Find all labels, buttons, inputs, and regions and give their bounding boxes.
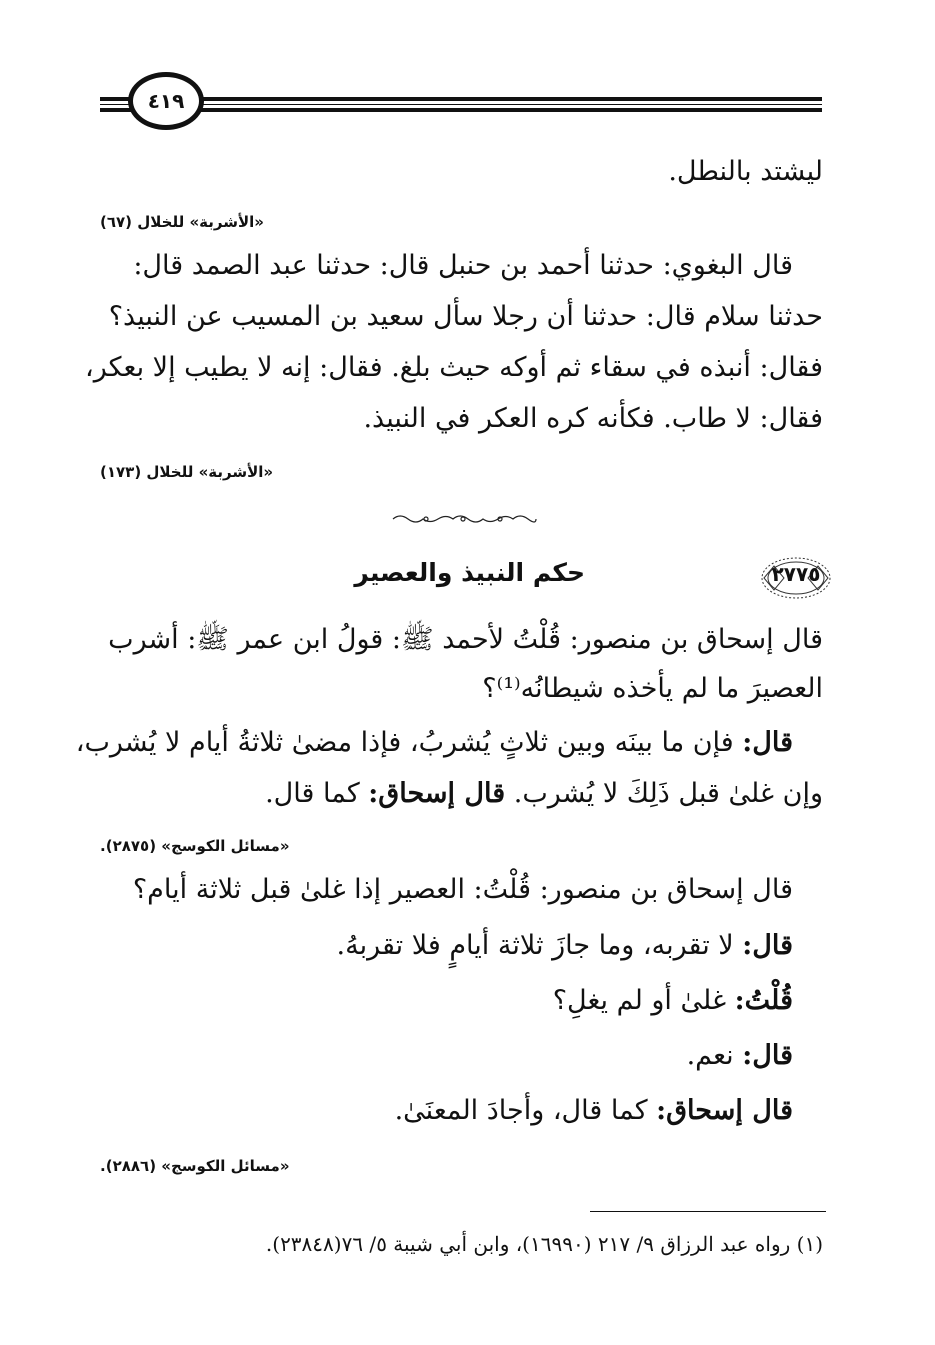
header-rule-top — [100, 97, 822, 101]
source-citation: «مسائل الكوسج» (٢٨٧٥). — [100, 837, 290, 855]
paragraph-line — [76, 727, 793, 758]
paragraph-line: فقال: أنبذه في سقاء ثم أوكه حيث بلغ. فقال: إنه لا يطيب إلا بعكر، — [85, 352, 823, 383]
paragraph-line: قال إسحاق بن منصور: قُلْتُ لأحمد ﷺ: قولُ ابن عمر ﷺ: أشرب — [108, 624, 823, 655]
paragraph-line: قال إسحاق بن منصور: قُلْتُ: العصير إذا غلىٰ قبل ثلاثة أيام؟ — [132, 874, 793, 905]
answer-text: وإن غلىٰ قبل ذَلِكَ لا يُشرب. — [505, 778, 823, 809]
answer-text: فإن ما بينَه وبين ثلاثٍ يُشربُ، فإذا مضىٰ ثلاثةُ أيام لا يُشرب، — [75, 727, 743, 758]
answer-text: نعم. — [686, 1040, 743, 1071]
page-number-badge — [128, 72, 204, 130]
paragraph-line — [265, 778, 823, 809]
paragraph-line — [553, 985, 793, 1016]
chapter-number: ٢٧٧٥ — [771, 562, 821, 586]
source-citation: «الأشربة» للخلال (١٧٣) — [100, 463, 274, 481]
paragraph-line: حدثنا سلام قال: حدثنا أن رجلا سأل سعيد بن المسيب عن النبيذ؟ — [108, 301, 823, 332]
header-rule-mid — [100, 104, 822, 105]
speaker-label: قال إسحاق: — [368, 778, 506, 809]
paragraph-line — [687, 1040, 793, 1071]
paragraph-line — [395, 1095, 793, 1126]
header-rule-bottom — [100, 108, 822, 112]
speaker-label: قال: — [742, 930, 793, 961]
chapter-title: حكم النبيذ والعصير — [354, 558, 585, 587]
page-number: ٤١٩ — [147, 89, 185, 113]
ornament-divider-icon — [388, 512, 538, 526]
speaker-label: قُلْتُ: — [734, 985, 793, 1016]
footnote: (١) رواه عبد الرزاق ٩/ ٢١٧ (١٦٩٩٠)، وابن أبي شيبة ٥/ ٧٦(٢٣٨٤٨). — [265, 1232, 823, 1256]
answer-text: كما قال، وأجادَ المعنَىٰ. — [394, 1095, 657, 1126]
source-citation: «الأشربة» للخلال (٦٧) — [100, 213, 264, 231]
paragraph-line: ليشتد بالنطل. — [668, 156, 823, 187]
paragraph-line: العصيرَ ما لم يأخذه شيطانُه⁽¹⁾؟ — [482, 673, 823, 704]
answer-text: لا تقربه، وما جازَ ثلاثة أيامٍ فلا تقربهُ. — [336, 930, 743, 961]
footnote-rule — [590, 1211, 826, 1212]
answer-text: كما قال. — [265, 778, 369, 809]
speaker-label: قال: — [742, 727, 793, 758]
speaker-label: قال إسحاق: — [656, 1095, 793, 1126]
paragraph-line — [337, 930, 793, 961]
paragraph-line: فقال: لا طاب. فكأنه كره العكر في النبيذ. — [363, 403, 823, 434]
source-citation: «مسائل الكوسج» (٢٨٨٦). — [100, 1157, 290, 1175]
paragraph-line: قال البغوي: حدثنا أحمد بن حنبل قال: حدثنا عبد الصمد قال: — [133, 250, 793, 281]
answer-text: غلىٰ أو لم يغلِ؟ — [552, 985, 735, 1016]
speaker-label: قال: — [742, 1040, 793, 1071]
